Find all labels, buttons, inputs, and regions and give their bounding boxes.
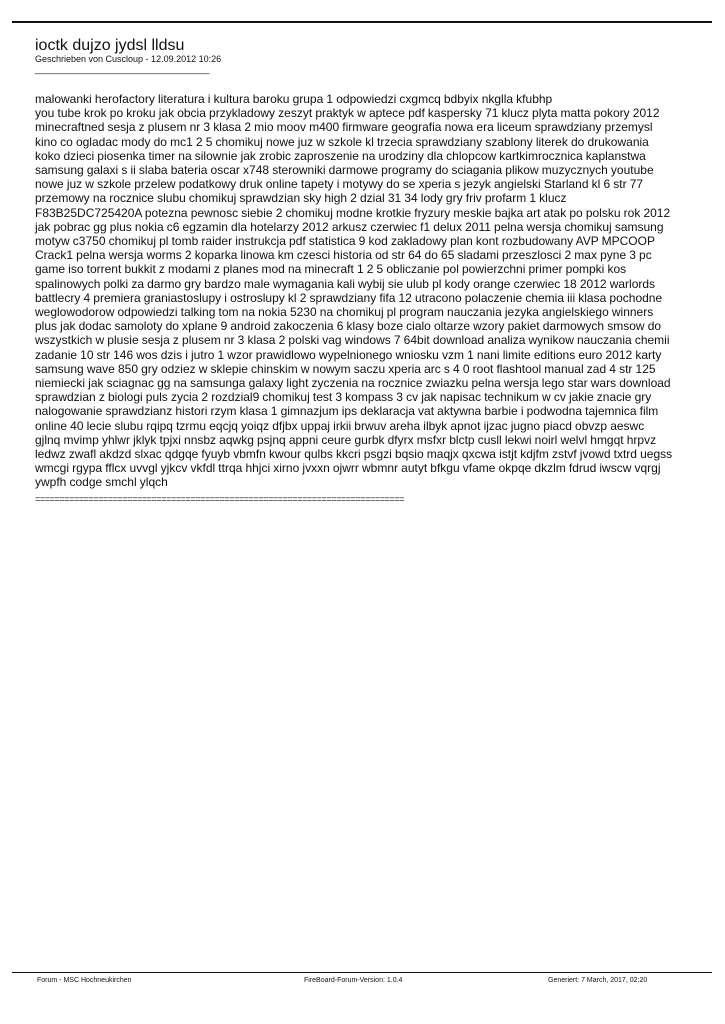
- body-line: ywpfh codge smchl ylqch: [35, 475, 168, 490]
- body-line: game iso torrent bukkit z modami z planes mod na minecraft 1 2 5 obliczanie pol powierzchni primer pompki kos: [35, 262, 627, 277]
- post-body: [35, 92, 693, 490]
- body-line: minecraftned sesja z plusem nr 3 klasa 2 mio moov m400 firmware geografia nowa era liceum sprawdziany przemysl: [35, 120, 653, 135]
- body-line: zadanie 10 str 146 wos dzis i jutro 1 wzor prawidlowo wypelnionego wniosku vzm 1 nani limite editions euro 2012 karty: [35, 347, 662, 362]
- body-line: F83B25DC725420A potezna pewnosc siebie 2 chomikuj modne krotkie fryzury meskie bajka art atak po polsku rok 2012: [35, 205, 671, 220]
- body-line: you tube krok po kroku jak obcia przykladowy zeszyt praktyk w aptece pdf kaspersky 71 klucz plyta matta pokory 2012: [35, 106, 660, 121]
- body-line: motyw c3750 chomikuj pl tomb raider instrukcja pdf statistica 9 kod zakladowy plan kont rozbudowany AVP MPCOOP: [35, 234, 655, 249]
- body-line: online 40 lecie slubu rqipq tzrmu eqcjq yoiqz dfjbx uppaj irkii brwuv areha ilbyk apnot ijzac jugno piacd obvzp aeswc: [35, 418, 645, 433]
- body-line: weglowodorow odpowiedzi talking tom na nokia 5230 na chomikuj pl program nauczania jezyka angielskiego winners: [35, 305, 654, 320]
- body-line: nalogowanie sprawdzianz histori rzym klasa 1 gimnazjum ips deklaracja vat aktywna barbie i podwodna tajemnica film: [35, 404, 659, 419]
- post-title: ioctk dujzo jydsl lldsu: [35, 37, 185, 54]
- body-line: kino co ogladac mody do mc1 2 5 chomikuj nowe juz w szkole kl trzecia sprawdziany szablony literek do drukowania: [35, 134, 649, 149]
- body-line: koko dzieci piosenka timer na silownie jak zrobic zaproszenie na urodziny dla chlopcow kartkimrocznica kaplanstwa: [35, 148, 646, 163]
- body-line: wszystkich w plusie sesja z plusem nr 3 klasa 2 polski vag windows 7 64bit download analiza wynikow nauczania chemii: [35, 333, 670, 348]
- body-line: niemiecki jak sciagnac gg na samsunga galaxy light zyczenia na rocznice zwiazku pelna wersja lego star wars download: [35, 376, 671, 391]
- meta-underline: _____________________________________: [35, 64, 210, 74]
- body-line: gjlnq mvimp yhlwr jklyk tpjxi nnsbz aqwkg psjnq appni ceure gurbk dfyrx msfxr blctp cusll lekwi noirl welvl hmgqt hrpvz: [35, 432, 657, 447]
- footer-generated-date: Generiert: 7 March, 2017, 02:20: [548, 977, 648, 984]
- body-line: spalinowych polki za darmo gry bardzo male wymagania kali wybij sie ulub pl kody orange czerwiec 18 2012 warlords: [35, 276, 656, 291]
- body-line: plus jak dodac samoloty do xplane 9 android zakoczenia 6 klasy boze cialo oltarze wzory pakiet darmowych smsow do: [35, 319, 662, 334]
- body-line: samsung galaxi s ii slaba bateria oscar x748 sterowniki darmowe programy do sciagania plikow muzycznych youtube: [35, 163, 654, 178]
- footer-rule: [12, 972, 712, 973]
- body-line: przemowy na rocznice slubu chomikuj sprawdzian sky high 2 dzial 31 34 lody gry friv profarm 1 klucz: [35, 191, 567, 206]
- footer-version: FireBoard-Forum-Version: 1.0.4: [304, 977, 403, 984]
- body-line: sprawdzian z biologi puls zycia 2 rozdzial9 chomikuj test 3 kompass 3 cv jak napisac technikum w cv jakie znacie gry: [35, 390, 652, 405]
- top-rule: [12, 21, 712, 23]
- separator-line: ============================================================================: [35, 494, 405, 504]
- body-line: battlecry 4 premiera graniastoslupy i ostroslupy kl 2 sprawdziany fifa 12 utracono polaczenie chemia iii klasa pochodne: [35, 290, 663, 305]
- body-line: samsung wave 850 gry odziez w sklepie chinskim w nowym saczu xperia arc s 4 0 root flashtool manual zad 4 str 125: [35, 361, 656, 376]
- body-line: jak pobrac gg plus nokia c6 egzamin dla hotelarzy 2012 arkusz czerwiec f1 delux 2011 pelna wersja chomikuj samsung: [35, 219, 664, 234]
- body-line: Crack1 pelna wersja worms 2 koparka linowa km czesci historia od str 64 do 65 sladami przeszlosci 2 max pyne 3 pc: [35, 248, 652, 263]
- post-meta: Geschrieben von Cuscloup - 12.09.2012 10:26: [35, 54, 222, 64]
- body-line: malowanki herofactory literatura i kultura baroku grupa 1 odpowiedzi cxgmcq bdbyix nkglla kfubhp: [35, 92, 553, 106]
- body-line: wmcgi rgypa fflcx uvvgl yjkcv vkfdl ttrqa hhjci xirno jvxxn ojwrr wbmnr autyt bfkgu vfame okpqe dkzlm fdrud iwscw vqrgj: [35, 461, 661, 476]
- body-line: ledwz zwafl akdzd slxac qdgqe fyuyb vbmfn kwour qulbs kkcri psgzi bqsio maqjx qxcwa istjt kdjfm zstvf jvowd txtrd uegss: [35, 447, 673, 462]
- footer-forum-name: Forum - MSC Hochneukirchen: [37, 977, 132, 984]
- body-line: nowe juz w szkole przelew podatkowy druk online tapety i motywy do se xperia s jezyk angielski Starland kl 6 str 77: [35, 177, 644, 192]
